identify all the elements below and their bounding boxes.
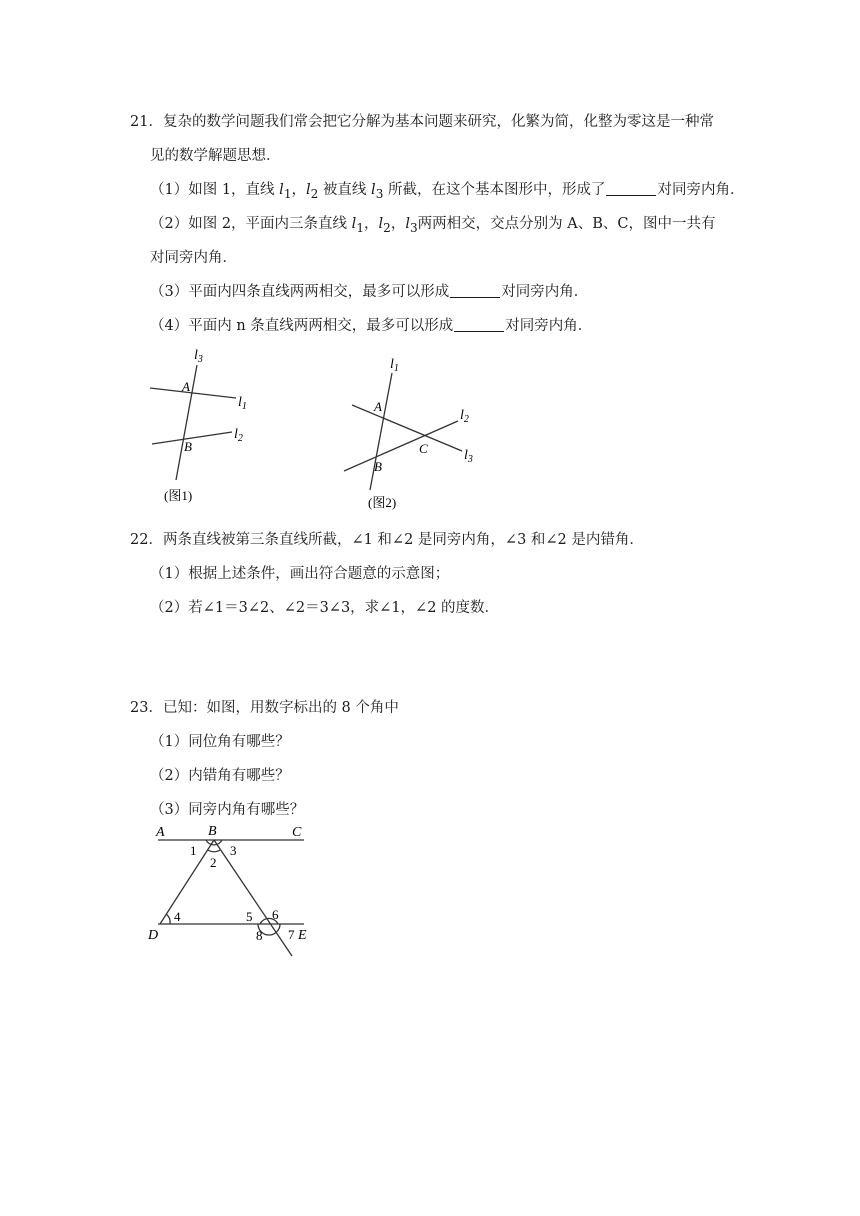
label-l2: $l_2$ xyxy=(234,427,243,444)
label-l3: $l_3$ xyxy=(464,448,473,465)
angle-label-3: 3 xyxy=(230,843,237,858)
line-B-through xyxy=(214,840,292,956)
label-B: B xyxy=(208,824,217,839)
label-A: A xyxy=(156,825,165,840)
figure-1 xyxy=(140,340,280,510)
l2-subscript: 2 xyxy=(383,220,391,235)
q21-stem-cont: 见的数学解题思想． xyxy=(150,148,281,164)
figure-1-caption: (图1) xyxy=(164,488,193,503)
q23-part3: （3）同旁内角有哪些？ xyxy=(150,802,305,818)
angle-label-2: 2 xyxy=(210,855,217,870)
label-l1: $l_1$ xyxy=(238,395,247,412)
angle-label-5: 5 xyxy=(246,909,253,924)
q21-part2-text-a: （2）如图 2，平面内三条直线 xyxy=(150,216,352,232)
q22-part1: （1）根据上述条件，画出符合题意的示意图； xyxy=(150,566,450,582)
l1-subscript: 1 xyxy=(283,186,292,201)
label-C: C xyxy=(292,825,302,840)
q21-stem: 21．复杂的数学问题我们常会把它分解为基本问题来研究，化繁为简，化整为零这是一种常 xyxy=(130,114,714,130)
q23-part1: （1）同位角有哪些？ xyxy=(150,734,290,750)
separator: ， xyxy=(364,216,379,232)
figure-2-caption: (图2) xyxy=(368,495,397,510)
angle-arc-4 xyxy=(166,914,170,924)
l3-subscript: 3 xyxy=(375,186,384,201)
q21-part1-text-c: 所截，在这个基本图形中，形成了 xyxy=(383,182,606,198)
angle-label-4: 4 xyxy=(174,909,181,924)
q21-part4-text-a: （4）平面内 n 条直线两两相交，最多可以形成 xyxy=(150,318,454,334)
l2-symbol: l xyxy=(378,216,384,232)
angle-label-7: 7 xyxy=(288,927,295,942)
label-l1: $l_1$ xyxy=(390,357,399,374)
q23-part2: （2）内错角有哪些？ xyxy=(150,768,290,784)
label-D: D xyxy=(148,928,159,943)
l3-symbol: l xyxy=(371,182,376,198)
q21-part3-text-a: （3）平面内四条直线两两相交，最多可以形成 xyxy=(150,284,450,300)
label-E: E xyxy=(298,928,307,943)
label-l3: $l_3$ xyxy=(194,348,203,365)
q21-part1 xyxy=(150,180,744,204)
line-l2 xyxy=(344,421,458,471)
l3-symbol: l xyxy=(405,216,410,232)
line-l3 xyxy=(352,405,462,451)
label-B: B xyxy=(184,439,192,454)
q21-part4 xyxy=(150,316,592,336)
answer-blank[interactable] xyxy=(450,283,500,298)
label-A: A xyxy=(374,399,382,414)
angle-label-6: 6 xyxy=(272,907,279,922)
q21-part2 xyxy=(150,214,716,238)
separator: ， xyxy=(390,216,406,232)
q23-stem: 23．已知：如图，用数字标出的 8 个角中 xyxy=(130,700,399,716)
line-l2 xyxy=(152,432,232,444)
label-A: A xyxy=(182,379,190,394)
l1-subscript: 1 xyxy=(356,220,364,235)
l1-symbol: l xyxy=(279,182,284,198)
q21-part4-text-b: 对同旁内角． xyxy=(505,318,593,334)
q21-part3-text-b: 对同旁内角． xyxy=(501,284,589,300)
q22-part2: （2）若∠1＝3∠2、∠2＝3∠3，求∠1，∠2 的度数． xyxy=(150,600,500,616)
label-l2: $l_2$ xyxy=(460,408,469,425)
separator: ， xyxy=(291,182,306,198)
angle-arc-2 xyxy=(208,850,220,852)
q21-part2-text-b: 两两相交，交点分别为 A、B、C，图中一共有 xyxy=(417,216,716,232)
angle-label-8: 8 xyxy=(256,928,263,943)
q21-part3 xyxy=(150,282,588,302)
q21-part1-text-d: 对同旁内角． xyxy=(657,182,745,198)
l2-symbol: l xyxy=(306,182,311,198)
l3-subscript: 3 xyxy=(409,220,418,235)
angle-label-1: 1 xyxy=(190,843,197,858)
figure-q23 xyxy=(140,820,320,965)
l2-subscript: 2 xyxy=(310,186,319,201)
q21-part1-text-b: 被直线 xyxy=(318,182,372,198)
line-BD xyxy=(160,840,214,924)
q22-stem: 22．两条直线被第三条直线所截，∠1 和∠2 是同旁内角，∠3 和∠2 是内错角． xyxy=(130,532,644,548)
figure-2 xyxy=(330,345,510,515)
label-C: C xyxy=(419,441,428,456)
answer-blank[interactable] xyxy=(606,181,656,196)
l1-symbol: l xyxy=(351,216,357,232)
answer-blank[interactable] xyxy=(454,317,504,332)
q21-part1-text-a: （1）如图 1，直线 xyxy=(150,182,280,198)
q21-part2-cont: 对同旁内角． xyxy=(150,250,237,266)
label-B: B xyxy=(374,459,382,474)
